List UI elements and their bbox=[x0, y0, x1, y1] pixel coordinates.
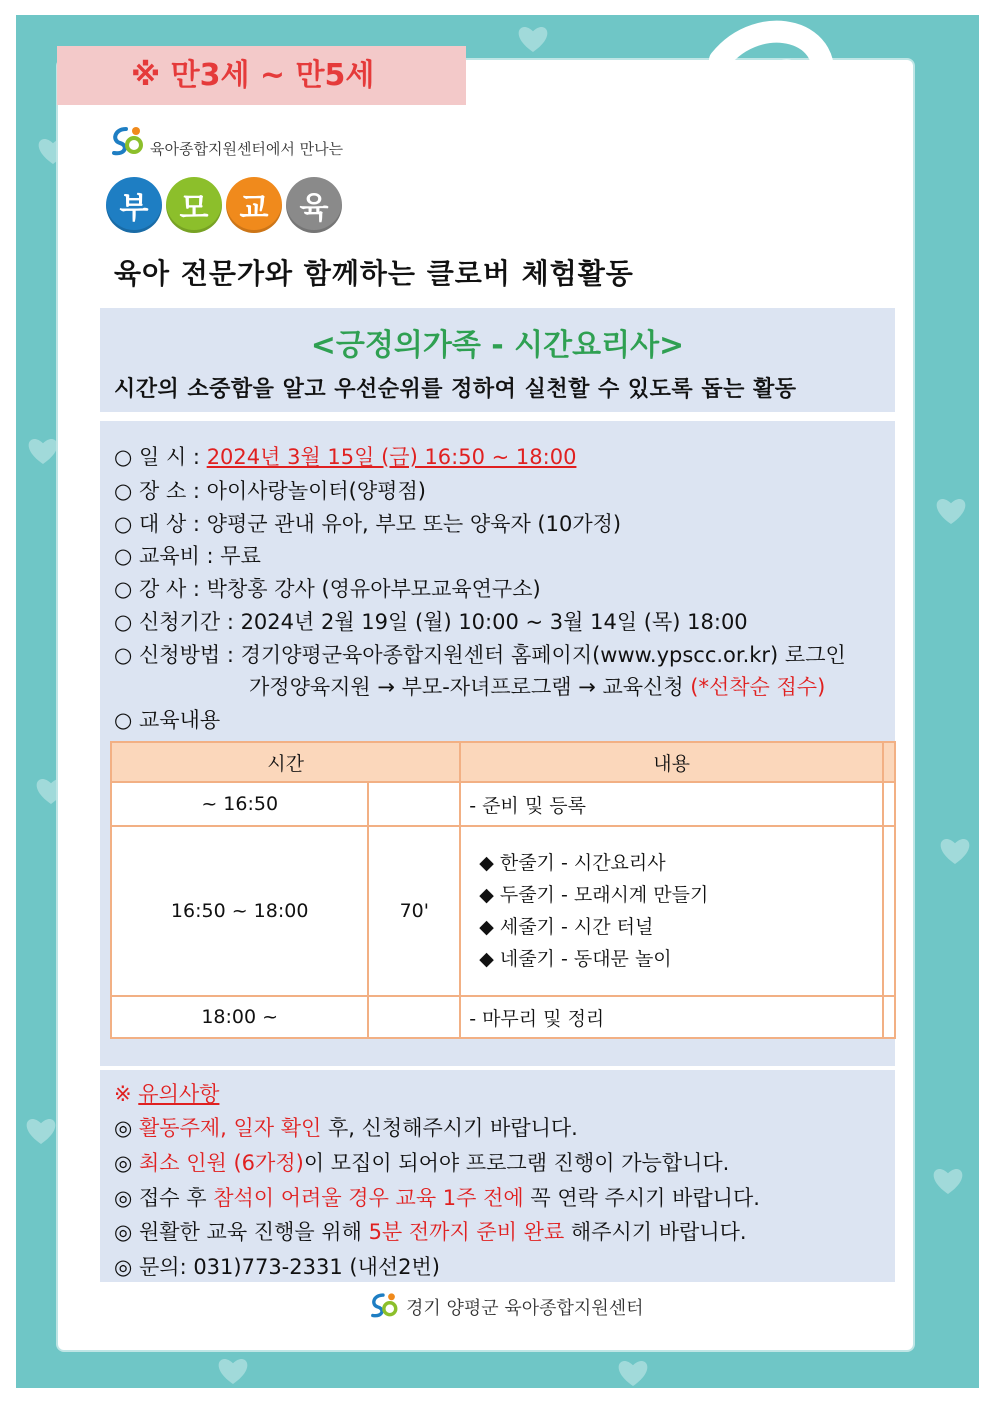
heart-icon bbox=[516, 23, 550, 53]
row-content bbox=[460, 826, 883, 996]
row-content: - 마무리 및 정리 bbox=[460, 996, 883, 1038]
info-content-label: ○ 교육내용 bbox=[114, 708, 221, 732]
heart-icon bbox=[938, 835, 972, 865]
info-method: ○ 신청방법 : 경기양평군육아종합지원센터 홈페이지(www.ypscc.or.kr) 로그인 bbox=[114, 643, 846, 667]
header-content: 내용 bbox=[460, 742, 883, 782]
center-logo-icon bbox=[366, 1290, 400, 1324]
info-method-detail: 가정양육지원 → 부모-자녀프로그램 → 교육신청 (*선착순 접수) bbox=[249, 675, 826, 699]
first-come-note: (*선착순 접수) bbox=[690, 675, 826, 699]
parent-education-badges bbox=[106, 177, 342, 233]
header-time: 시간 bbox=[111, 742, 460, 782]
row-duration bbox=[368, 996, 460, 1038]
row-duration bbox=[368, 782, 460, 826]
heart-icon bbox=[26, 435, 60, 465]
table-row bbox=[111, 996, 895, 1038]
badge-bu: 부 bbox=[106, 177, 162, 233]
list-item: ◆ 한줄기 - 시간요리사 bbox=[479, 852, 666, 874]
info-place: ○ 장 소 : 아이사랑놀이터(양평점) bbox=[114, 479, 426, 503]
program-title: <긍정의가족 - 시간요리사> bbox=[310, 328, 685, 363]
row-duration: 70' bbox=[368, 826, 460, 996]
list-item: ◆ 두줄기 - 모래시계 만들기 bbox=[479, 884, 709, 906]
contact-line: ◎ 문의: 031)773-2331 (내선2번) bbox=[114, 1255, 440, 1279]
center-logo-icon bbox=[106, 123, 146, 163]
info-date: ○ 일 시 : 2024년 3월 15일 (금) 16:50 ~ 18:00 bbox=[114, 445, 577, 469]
footer-center-name: 경기 양평군 육아종합지원센터 bbox=[406, 1298, 644, 1319]
info-instructor: ○ 강 사 : 박창홍 강사 (영유아부모교육연구소) bbox=[114, 577, 541, 601]
notice-line: ◎ 최소 인원 (6가정)이 모집이 되어야 프로그램 진행이 가능합니다. bbox=[114, 1151, 730, 1175]
heart-icon bbox=[24, 1115, 58, 1145]
notice-panel bbox=[100, 1070, 895, 1282]
date-value: 2024년 3월 15일 (금) 16:50 ~ 18:00 bbox=[206, 445, 577, 469]
table-row bbox=[111, 826, 895, 996]
table-header-row bbox=[111, 742, 895, 782]
row-time: 18:00 ~ bbox=[111, 996, 368, 1038]
notice-line: ◎ 활동주제, 일자 확인 후, 신청해주시기 바랍니다. bbox=[114, 1116, 578, 1140]
row-content: - 준비 및 등록 bbox=[460, 782, 883, 826]
badge-mo: 모 bbox=[166, 177, 222, 233]
list-item: ◆ 세줄기 - 시간 터널 bbox=[479, 916, 654, 938]
notice-line: ◎ 접수 후 참석이 어려울 경우 교육 1주 전에 꼭 연락 주시기 바랍니다. bbox=[114, 1186, 760, 1210]
badge-gyo: 교 bbox=[226, 177, 282, 233]
footer-logo-row bbox=[366, 1290, 644, 1324]
logo-caption: 육아종합지원센터에서 만나는 bbox=[150, 139, 344, 158]
program-info-panel bbox=[100, 421, 895, 1066]
center-logo-row bbox=[106, 123, 343, 163]
age-range-tab: ※ 만3세 ~ 만5세 bbox=[57, 46, 466, 105]
program-description: 시간의 소중함을 알고 우선순위를 정하여 실천할 수 있도록 돕는 활동 bbox=[114, 377, 797, 402]
heart-icon bbox=[934, 495, 968, 525]
program-title-panel bbox=[100, 308, 895, 412]
heart-icon bbox=[216, 1355, 250, 1385]
heart-icon bbox=[616, 1357, 650, 1387]
notice-heading: ※ 유의사항 bbox=[114, 1082, 220, 1106]
heart-icon bbox=[931, 1165, 965, 1195]
notice-line: ◎ 원활한 교육 진행을 위해 5분 전까지 준비 완료 해주시기 바랍니다. bbox=[114, 1220, 747, 1244]
row-time: 16:50 ~ 18:00 bbox=[111, 826, 368, 996]
info-fee: ○ 교육비 : 무료 bbox=[114, 544, 261, 568]
info-period: ○ 신청기간 : 2024년 2월 19일 (월) 10:00 ~ 3월 14일 (목) 18:00 bbox=[114, 610, 748, 634]
info-target: ○ 대 상 : 양평군 관내 유아, 부모 또는 양육자 (10가정) bbox=[114, 512, 622, 536]
poster-subtitle: 육아 전문가와 함께하는 클로버 체험활동 bbox=[114, 257, 634, 290]
schedule-table bbox=[110, 741, 896, 1039]
row-time: ~ 16:50 bbox=[111, 782, 368, 826]
ribbon-decoration bbox=[690, 20, 910, 320]
table-row bbox=[111, 782, 895, 826]
list-item: ◆ 네줄기 - 동대문 놀이 bbox=[479, 948, 672, 970]
badge-yuk: 육 bbox=[286, 177, 342, 233]
